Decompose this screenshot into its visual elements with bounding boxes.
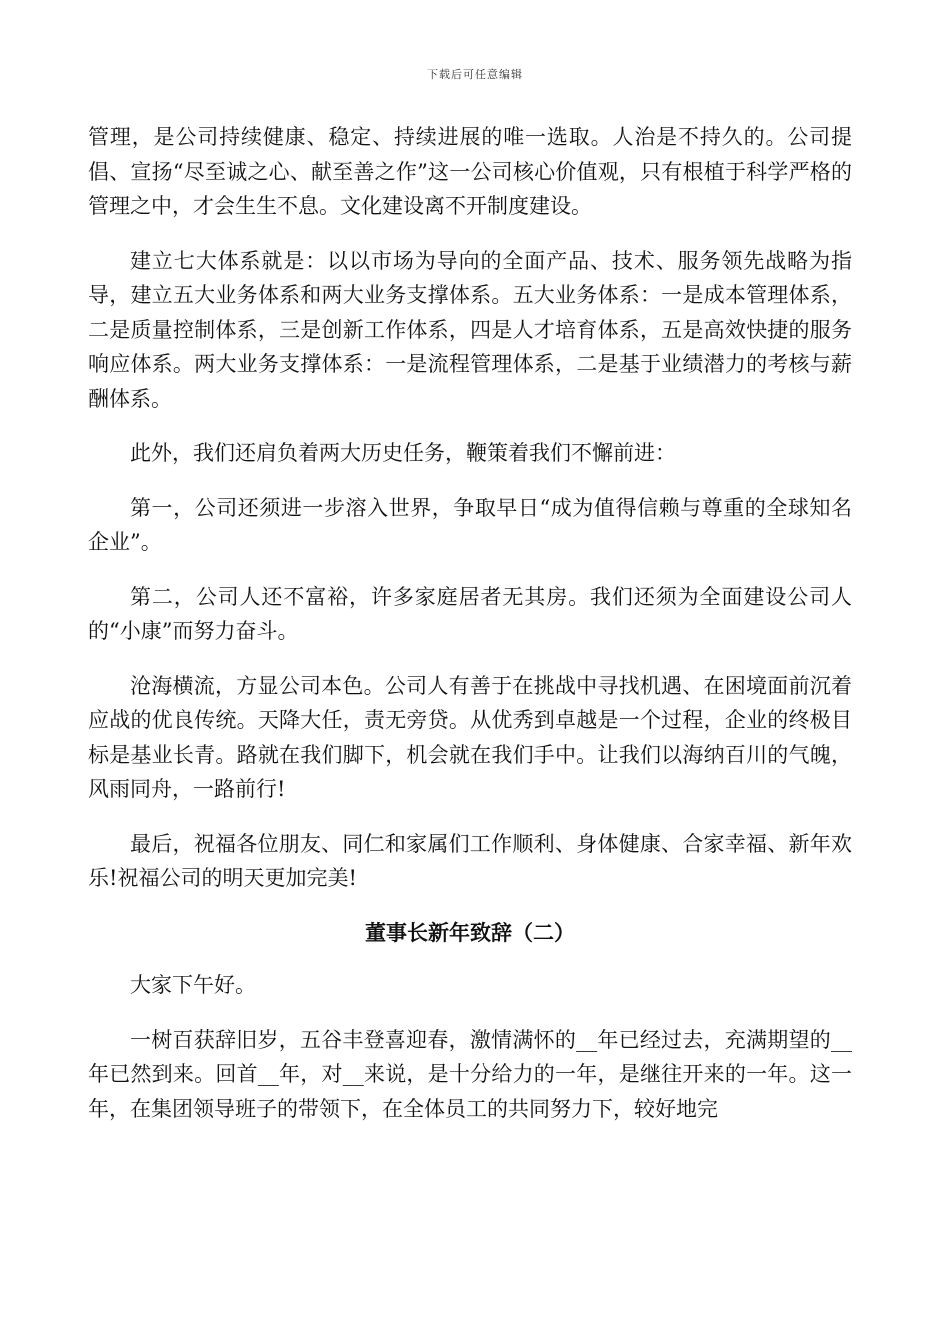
- paragraph: 管理，是公司持续健康、稳定、持续进展的唯一选取。人治是不持久的。公司提倡、宣扬“尽至诚之心、献至善之作”这一公司核心价值观，只有根植于科学严格的管理之中，才会生生不息。文化建设离不开制度建设。: [88, 125, 852, 218]
- paragraph: 一树百获辞旧岁，五谷丰登喜迎春，激情满怀的__年已经过去，充满期望的__年已然到来。回首__年，对__来说，是十分给力的一年，是继往开来的一年。这一年，在集团领导班子的带领下，在全体员工的共同努力下，较好地完: [88, 1027, 852, 1121]
- paragraph: 最后，祝福各位朋友、同仁和家属们工作顺利、身体健康、合家幸福、新年欢乐!祝福公司的明天更加完美!: [88, 831, 852, 890]
- section-title: 董事长新年致辞（二）: [365, 920, 575, 945]
- page-header: 下载后可任意编辑: [427, 68, 523, 81]
- paragraph: 第一，公司还须进一步溶入世界，争取早日“成为值得信赖与尊重的全球知名企业”。: [88, 495, 852, 554]
- paragraph: 第二，公司人还不富裕，许多家庭居者无其房。我们还须为全面建设公司人的“小康”而努力奋斗。: [88, 584, 852, 643]
- paragraph: 沧海横流，方显公司本色。公司人有善于在挑战中寻找机遇、在困境面前沉着应战的优良传统。天降大任，责无旁贷。从优秀到卓越是一个过程，企业的终极目标是基业长青。路就在我们脚下，机会就在我们手中。让我们以海纳百川的气魄，风雨同舟，一路前行!: [88, 673, 852, 801]
- document-body: [88, 120, 852, 1146]
- paragraph: 建立七大体系就是：以以市场为导向的全面产品、技术、服务领先战略为指导，建立五大业务体系和两大业务支撑体系。五大业务体系：一是成本管理体系，二是质量控制体系，三是创新工作体系，四是人才培育体系，五是高效快捷的服务响应体系。两大业务支撑体系：一是流程管理体系，二是基于业绩潜力的考核与薪酬体系。: [88, 248, 852, 411]
- paragraph: 此外，我们还肩负着两大历史任务，鞭策着我们不懈前进：: [130, 441, 676, 465]
- paragraph: 大家下午好。: [130, 973, 256, 997]
